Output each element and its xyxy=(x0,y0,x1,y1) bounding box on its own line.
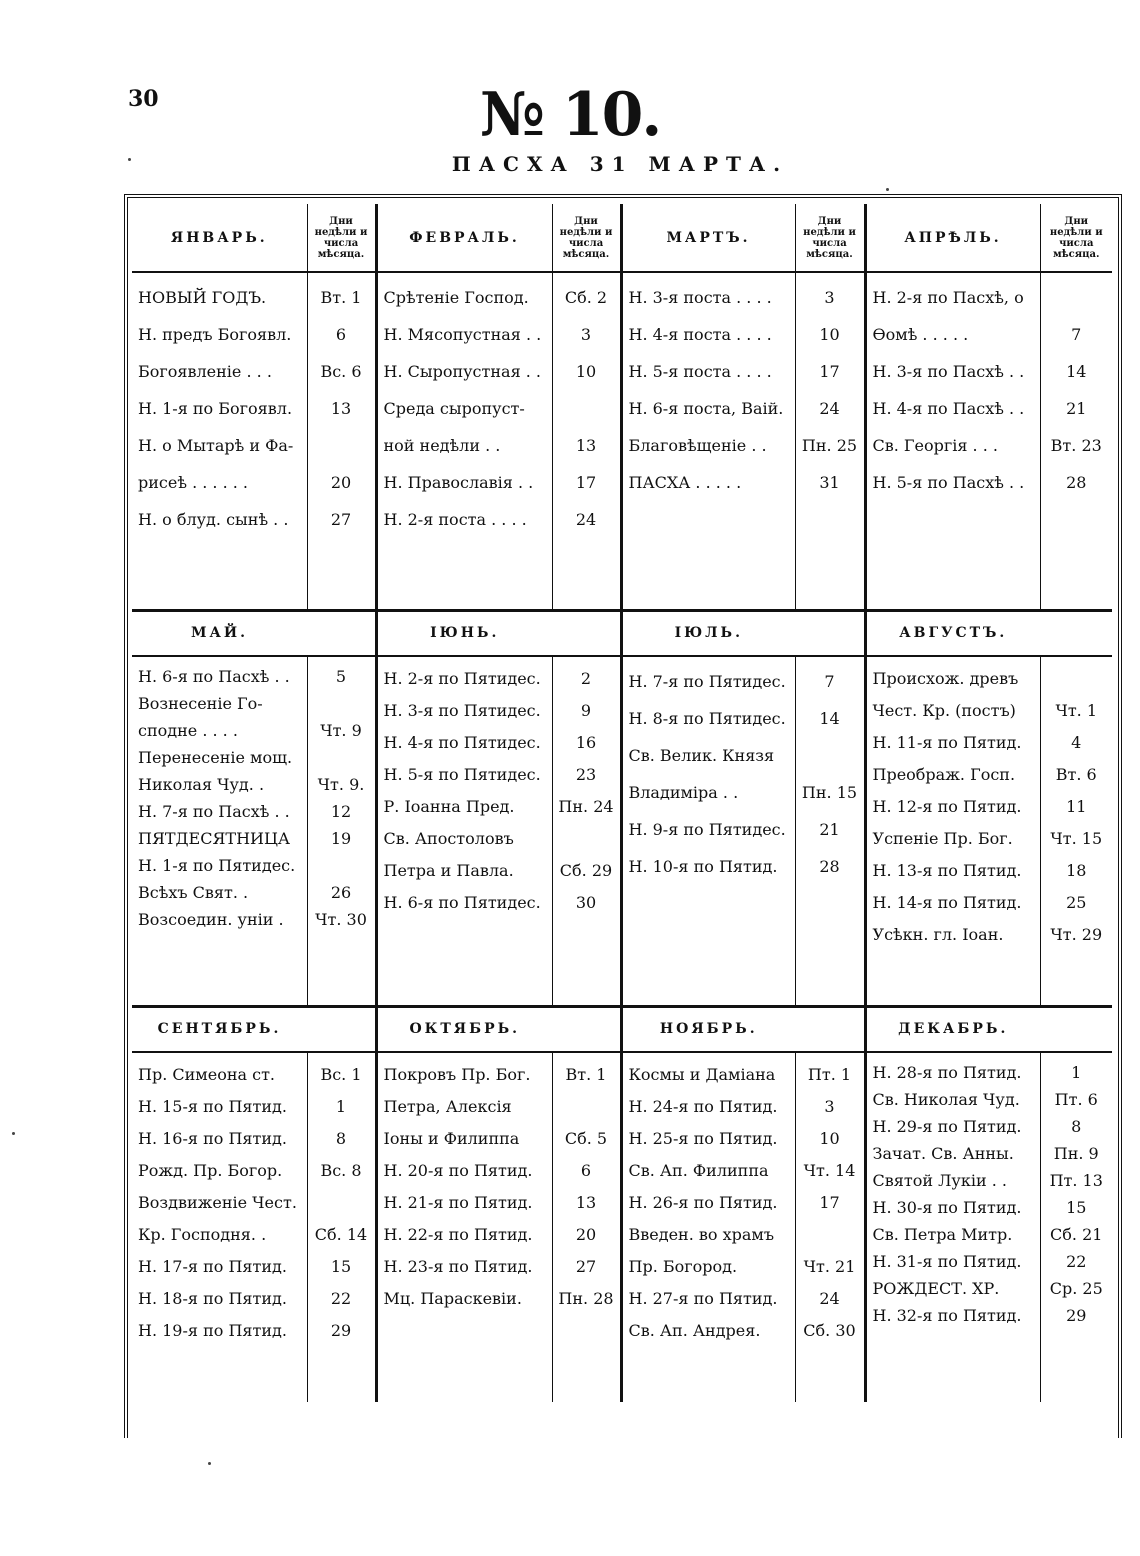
calendar-number-title: № 10. xyxy=(479,80,661,150)
feast-name: Н. Православія . . xyxy=(383,473,534,492)
feast-name: Воздвиженіе Чест. xyxy=(138,1193,297,1212)
feast-day: 1 xyxy=(335,1097,347,1116)
feast-name: ПЯТДЕСЯТНИЦА xyxy=(138,829,291,848)
feast-day xyxy=(310,690,373,717)
month-entries-row xyxy=(132,272,1112,610)
feast-name: Н. 29-я по Пятид. xyxy=(872,1117,1022,1136)
feast-name: Н. о блуд. сынѣ . . xyxy=(138,510,289,529)
feast-day: 14 xyxy=(1066,362,1087,381)
feast-day: 7 xyxy=(824,672,835,691)
month-days xyxy=(307,272,376,610)
feast-day: 15 xyxy=(330,1257,352,1276)
days-column-header-empty xyxy=(552,610,621,656)
feast-day: 31 xyxy=(819,473,840,492)
days-column-header-empty xyxy=(1040,1006,1112,1052)
print-speck xyxy=(208,1462,211,1465)
easter-date-line: ПАСХА 31 МАРТА. xyxy=(451,152,789,176)
feast-name: Н. 15-я по Пятид. xyxy=(138,1097,287,1116)
feast-day: Пн. 15 xyxy=(801,783,858,802)
month-days xyxy=(307,1052,376,1402)
feast-name: ПАСХА . . . . . xyxy=(628,473,742,492)
feast-day: 21 xyxy=(1066,399,1087,418)
feast-day: 25 xyxy=(1066,893,1087,912)
month-events xyxy=(132,1052,307,1402)
feast-name: Іоны и Филиппа xyxy=(383,1129,520,1148)
feast-day: Вс. 6 xyxy=(320,362,362,381)
month-events xyxy=(132,656,307,1006)
feast-name: Н. 6-я по Пятидес. xyxy=(383,893,541,912)
month-name: СЕНТЯБРЬ. xyxy=(132,1006,307,1052)
month-name: АПРѢЛЬ. xyxy=(865,204,1040,272)
feast-name: Всѣхъ Свят. . xyxy=(138,883,249,902)
feast-day: 4 xyxy=(1071,733,1082,752)
feast-day xyxy=(555,823,618,855)
feast-name: Н. 30-я по Пятид. xyxy=(872,1198,1022,1217)
month-name: ОКТЯБРЬ. xyxy=(376,1006,552,1052)
feast-day: Чт. 29 xyxy=(1050,925,1103,944)
feast-name: Н. 10-я по Пятид. xyxy=(628,857,778,876)
feast-name: НОВЫЙ ГОДЪ. xyxy=(138,288,267,307)
feast-name: Н. 7-я по Пятидес. xyxy=(628,672,786,691)
feast-name: рисеѣ . . . . . . xyxy=(138,473,249,492)
feast-day: 3 xyxy=(824,1097,835,1116)
feast-name: Н. 21-я по Пятид. xyxy=(383,1193,533,1212)
feast-day: 13 xyxy=(330,399,352,418)
feast-day: Пт. 1 xyxy=(807,1065,852,1084)
feast-name: ной недѣли . . xyxy=(383,436,501,455)
month-header-row xyxy=(132,204,1112,272)
feast-day: Пн. 25 xyxy=(801,436,858,455)
days-column-header-empty xyxy=(795,1006,865,1052)
month-days xyxy=(552,272,621,610)
feast-day: 10 xyxy=(575,362,597,381)
feast-name: Космы и Даміана xyxy=(628,1065,776,1084)
feast-name: Н. 20-я по Пятид. xyxy=(383,1161,533,1180)
feast-name: Св. Ап. Андрея. xyxy=(628,1321,761,1340)
feast-name: сподне . . . . xyxy=(138,721,238,740)
feast-day: 17 xyxy=(819,1193,840,1212)
feast-name: Н. 23-я по Пятид. xyxy=(383,1257,533,1276)
feast-name: Н. 24-я по Пятид. xyxy=(628,1097,778,1116)
feast-day: Вт. 23 xyxy=(1050,436,1102,455)
feast-name: Н. 14-я по Пятид. xyxy=(872,893,1022,912)
feast-name: Н. 12-я по Пятид. xyxy=(872,797,1022,816)
month-days xyxy=(1040,656,1112,1006)
feast-day: 6 xyxy=(335,325,347,344)
feast-day: Сб. 5 xyxy=(564,1129,608,1148)
feast-day xyxy=(310,427,373,464)
feast-day: 2 xyxy=(580,669,592,688)
days-column-header-empty xyxy=(1040,610,1112,656)
month-events xyxy=(132,272,307,610)
feast-day: Вт. 1 xyxy=(565,1065,607,1084)
feast-name: Возсоедин. уніи . xyxy=(138,910,284,929)
feast-day: 27 xyxy=(575,1257,597,1276)
feast-day: Чт. 1 xyxy=(1055,701,1098,720)
days-column-header: Дни недѣли и числа мѣсяца. xyxy=(307,204,376,272)
month-header-row xyxy=(132,1006,1112,1052)
feast-name: Н. 18-я по Пятид. xyxy=(138,1289,287,1308)
feast-name: Н. 6-я по Пасхѣ . . xyxy=(138,667,290,686)
feast-day: Пт. 13 xyxy=(1049,1171,1103,1190)
feast-name: Н. 2-я по Пятидес. xyxy=(383,669,541,688)
feast-name: Н. о Мытарѣ и Фа- xyxy=(138,436,294,455)
month-entries-row xyxy=(132,1052,1112,1402)
days-column-header: Дни недѣли и числа мѣсяца. xyxy=(795,204,865,272)
feast-name: Н. 19-я по Пятид. xyxy=(138,1321,287,1340)
month-name: ЯНВАРЬ. xyxy=(170,229,268,246)
feast-day: Чт. 9 xyxy=(320,721,362,740)
feast-day: 28 xyxy=(819,857,840,876)
feast-day: Чт. 15 xyxy=(1050,829,1103,848)
feast-day xyxy=(555,390,618,427)
days-column-header-empty xyxy=(552,1006,621,1052)
feast-day: Чт. 14 xyxy=(803,1161,856,1180)
feast-day: 28 xyxy=(1066,473,1087,492)
feast-day: Сб. 21 xyxy=(1050,1225,1103,1244)
feast-day: Сб. 2 xyxy=(564,288,608,307)
feast-name: Н. 27-я по Пятид. xyxy=(628,1289,778,1308)
feast-name: Н. 17-я по Пятид. xyxy=(138,1257,287,1276)
feast-name: Н. 32-я по Пятид. xyxy=(872,1306,1022,1325)
days-column-header: Дни недѣли и числа мѣсяца. xyxy=(552,204,621,272)
print-speck xyxy=(12,1132,15,1135)
feast-day: Ср. 25 xyxy=(1049,1279,1103,1298)
feast-day: Пт. 6 xyxy=(1054,1090,1098,1109)
feast-name: Н. 3-я по Пасхѣ . . xyxy=(872,362,1025,381)
feast-day: 11 xyxy=(1066,797,1087,816)
calendar-table xyxy=(132,204,1112,1402)
feast-name: Н. 7-я по Пасхѣ . . xyxy=(138,802,290,821)
feast-name: Пр. Богород. xyxy=(628,1257,738,1276)
month-name: МАЙ. xyxy=(132,610,307,656)
feast-day xyxy=(798,737,862,774)
feast-name: Н. 16-я по Пятид. xyxy=(138,1129,287,1148)
feast-day xyxy=(1043,279,1111,316)
month-days xyxy=(795,1052,865,1402)
feast-name: Н. 4-я поста . . . . xyxy=(628,325,772,344)
feast-day: 9 xyxy=(580,701,592,720)
feast-day xyxy=(798,1219,862,1251)
feast-day: 17 xyxy=(819,362,840,381)
feast-name: Преображ. Госп. xyxy=(872,765,1016,784)
month-name: ФЕВРАЛЬ. xyxy=(376,204,552,272)
feast-name: Н. 22-я по Пятид. xyxy=(383,1225,533,1244)
feast-name: Николая Чуд. . xyxy=(138,775,265,794)
month-days xyxy=(1040,1052,1112,1402)
feast-name: Н. Сыропустная . . xyxy=(383,362,542,381)
month-days xyxy=(552,1052,621,1402)
feast-day: Пн. 9 xyxy=(1053,1144,1099,1163)
feast-day: Чт. 21 xyxy=(803,1257,856,1276)
feast-name: Н. 31-я по Пятид. xyxy=(872,1252,1022,1271)
feast-day: 14 xyxy=(819,709,840,728)
month-events xyxy=(621,656,795,1006)
days-column-header-empty xyxy=(307,1006,376,1052)
page-number: 30 xyxy=(128,86,159,112)
feast-name: Н. 26-я по Пятид. xyxy=(628,1193,778,1212)
month-events xyxy=(376,1052,552,1402)
feast-day: 20 xyxy=(575,1225,597,1244)
feast-day: Сб. 30 xyxy=(803,1321,856,1340)
feast-name: Н. 4-я по Пасхѣ . . xyxy=(872,399,1025,418)
feast-day: Сб. 29 xyxy=(559,861,613,880)
feast-day: 26 xyxy=(330,883,352,902)
month-name: НОЯБРЬ. xyxy=(621,1006,795,1052)
feast-name: Р. Іоанна Пред. xyxy=(383,797,515,816)
month-days xyxy=(552,656,621,1006)
feast-name: Пр. Симеона ст. xyxy=(138,1065,276,1084)
feast-day xyxy=(310,1187,373,1219)
month-events xyxy=(376,272,552,610)
month-name: МАРТЪ. xyxy=(621,204,795,272)
feast-name: Св. Апостоловъ xyxy=(383,829,514,848)
feast-day: 23 xyxy=(575,765,597,784)
feast-name: Н. 1-я по Пятидес. xyxy=(138,856,296,875)
feast-name: Святой Лукіи . . xyxy=(872,1171,1007,1190)
days-column-header: Дни недѣли и числа мѣсяца. xyxy=(1040,204,1112,272)
feast-name: Чест. Кр. (постъ) xyxy=(872,701,1016,720)
feast-day: 13 xyxy=(575,1193,597,1212)
month-name: ІЮЛЬ. xyxy=(621,610,795,656)
month-days xyxy=(795,656,865,1006)
month-events xyxy=(621,272,795,610)
feast-name: Успеніе Пр. Бог. xyxy=(872,829,1013,848)
feast-name: Введен. во храмъ xyxy=(628,1225,775,1244)
feast-name: Ѳомѣ . . . . . xyxy=(872,325,969,344)
days-column-header-empty xyxy=(795,610,865,656)
feast-day: 24 xyxy=(819,1289,840,1308)
feast-day: 22 xyxy=(1066,1252,1087,1271)
month-days xyxy=(795,272,865,610)
feast-name: Н. 6-я поста, Ваій. xyxy=(628,399,784,418)
feast-day: 21 xyxy=(819,820,840,839)
feast-name: Н. 13-я по Пятид. xyxy=(872,861,1022,880)
month-entries-row xyxy=(132,656,1112,1006)
feast-name: Н. 2-я поста . . . . xyxy=(383,510,527,529)
feast-day: 30 xyxy=(575,893,597,912)
feast-day: Вс. 8 xyxy=(320,1161,362,1180)
feast-name: Н. 5-я поста . . . . xyxy=(628,362,772,381)
feast-day: 8 xyxy=(335,1129,347,1148)
feast-name: Н. 2-я по Пасхѣ, о xyxy=(872,288,1024,307)
feast-day: Вс. 1 xyxy=(320,1065,362,1084)
month-name: ДЕКАБРЬ. xyxy=(865,1006,1040,1052)
feast-day: 24 xyxy=(575,510,597,529)
feast-name: Н. 28-я по Пятид. xyxy=(872,1063,1022,1082)
month-events xyxy=(865,1052,1040,1402)
feast-name: Св. Петра Митр. xyxy=(872,1225,1013,1244)
feast-name: Н. Мясопустная . . xyxy=(383,325,542,344)
feast-name: Петра и Павла. xyxy=(383,861,514,880)
feast-name: Перенесеніе мощ. xyxy=(138,748,293,767)
feast-day: Пн. 24 xyxy=(558,797,614,816)
feast-name: РОЖДЕСТ. ХР. xyxy=(872,1279,1000,1298)
feast-day: Чт. 9. xyxy=(317,775,365,794)
month-header-row xyxy=(132,610,1112,656)
feast-day: 22 xyxy=(330,1289,352,1308)
feast-name: Н. 8-я по Пятидес. xyxy=(628,709,786,728)
feast-day: 3 xyxy=(580,325,592,344)
feast-day: 20 xyxy=(330,473,352,492)
feast-day: Чт. 30 xyxy=(315,910,367,929)
feast-name: Н. 5-я по Пасхѣ . . xyxy=(872,473,1025,492)
feast-day: 8 xyxy=(1071,1117,1082,1136)
feast-name: Петра, Алексія xyxy=(383,1097,512,1116)
feast-day: 10 xyxy=(819,1129,840,1148)
month-events xyxy=(621,1052,795,1402)
feast-name: Кр. Господня. . xyxy=(138,1225,267,1244)
feast-day: 7 xyxy=(1071,325,1082,344)
feast-day: 24 xyxy=(819,399,840,418)
feast-day: 18 xyxy=(1066,861,1087,880)
feast-day: 13 xyxy=(575,436,597,455)
month-name: АВГУСТЪ. xyxy=(865,610,1040,656)
feast-name: Усѣкн. гл. Іоан. xyxy=(872,925,1004,944)
feast-name: Н. 3-я по Пятидес. xyxy=(383,701,541,720)
print-speck xyxy=(128,158,131,161)
calendar-grid xyxy=(132,204,1112,1402)
feast-day: 17 xyxy=(575,473,597,492)
feast-day xyxy=(310,744,373,771)
feast-day: 16 xyxy=(575,733,597,752)
feast-name: Св. Георгія . . . xyxy=(872,436,998,455)
feast-name: Благовѣщеніе . . xyxy=(628,436,767,455)
feast-day: Пн. 28 xyxy=(558,1289,614,1308)
feast-day: 29 xyxy=(330,1321,352,1340)
feast-day: Сб. 14 xyxy=(314,1225,368,1244)
feast-name: Н. предъ Богоявл. xyxy=(138,325,292,344)
month-name: ІЮНЬ. xyxy=(376,610,552,656)
month-events xyxy=(865,272,1040,610)
month-events xyxy=(376,656,552,1006)
print-speck xyxy=(886,188,889,191)
feast-name: Среда сыропуст- xyxy=(383,399,525,418)
feast-day: 15 xyxy=(1066,1198,1087,1217)
feast-name: Св. Ап. Филиппа xyxy=(628,1161,769,1180)
feast-name: Н. 25-я по Пятид. xyxy=(628,1129,778,1148)
month-days xyxy=(1040,272,1112,610)
feast-day: Вт. 1 xyxy=(320,288,362,307)
feast-day xyxy=(555,1091,618,1123)
feast-name: Н. 4-я по Пятидес. xyxy=(383,733,541,752)
feast-name: Н. 1-я по Богоявл. xyxy=(138,399,293,418)
feast-name: Св. Велик. Князя xyxy=(628,746,775,765)
feast-day xyxy=(1043,663,1111,695)
feast-day: 10 xyxy=(819,325,840,344)
feast-day: 3 xyxy=(824,288,835,307)
feast-name: Владиміра . . xyxy=(628,783,739,802)
feast-day: 6 xyxy=(580,1161,592,1180)
feast-day: 12 xyxy=(330,802,352,821)
feast-name: Н. 11-я по Пятид. xyxy=(872,733,1022,752)
feast-day: 29 xyxy=(1066,1306,1087,1325)
feast-name: Н. 3-я поста . . . . xyxy=(628,288,772,307)
feast-name: Покровъ Пр. Бог. xyxy=(383,1065,531,1084)
feast-name: Происхож. древъ xyxy=(872,669,1019,688)
feast-name: Св. Николая Чуд. xyxy=(872,1090,1020,1109)
month-days xyxy=(307,656,376,1006)
feast-day xyxy=(310,852,373,879)
feast-day: 19 xyxy=(330,829,352,848)
month-events xyxy=(865,656,1040,1006)
feast-name: Зачат. Св. Анны. xyxy=(872,1144,1014,1163)
feast-name: Срѣтеніе Господ. xyxy=(383,288,529,307)
feast-day: 27 xyxy=(330,510,352,529)
feast-day: Вт. 6 xyxy=(1055,765,1097,784)
feast-name: Мц. Параскевіи. xyxy=(383,1289,522,1308)
feast-name: Н. 5-я по Пятидес. xyxy=(383,765,541,784)
feast-day: 5 xyxy=(335,667,347,686)
feast-day: 1 xyxy=(1071,1063,1082,1082)
days-column-header-empty xyxy=(307,610,376,656)
feast-name: Вознесеніе Го- xyxy=(138,694,263,713)
feast-name: Н. 9-я по Пятидес. xyxy=(628,820,786,839)
feast-name: Рожд. Пр. Богор. xyxy=(138,1161,283,1180)
feast-name: Богоявленіе . . . xyxy=(138,362,272,381)
